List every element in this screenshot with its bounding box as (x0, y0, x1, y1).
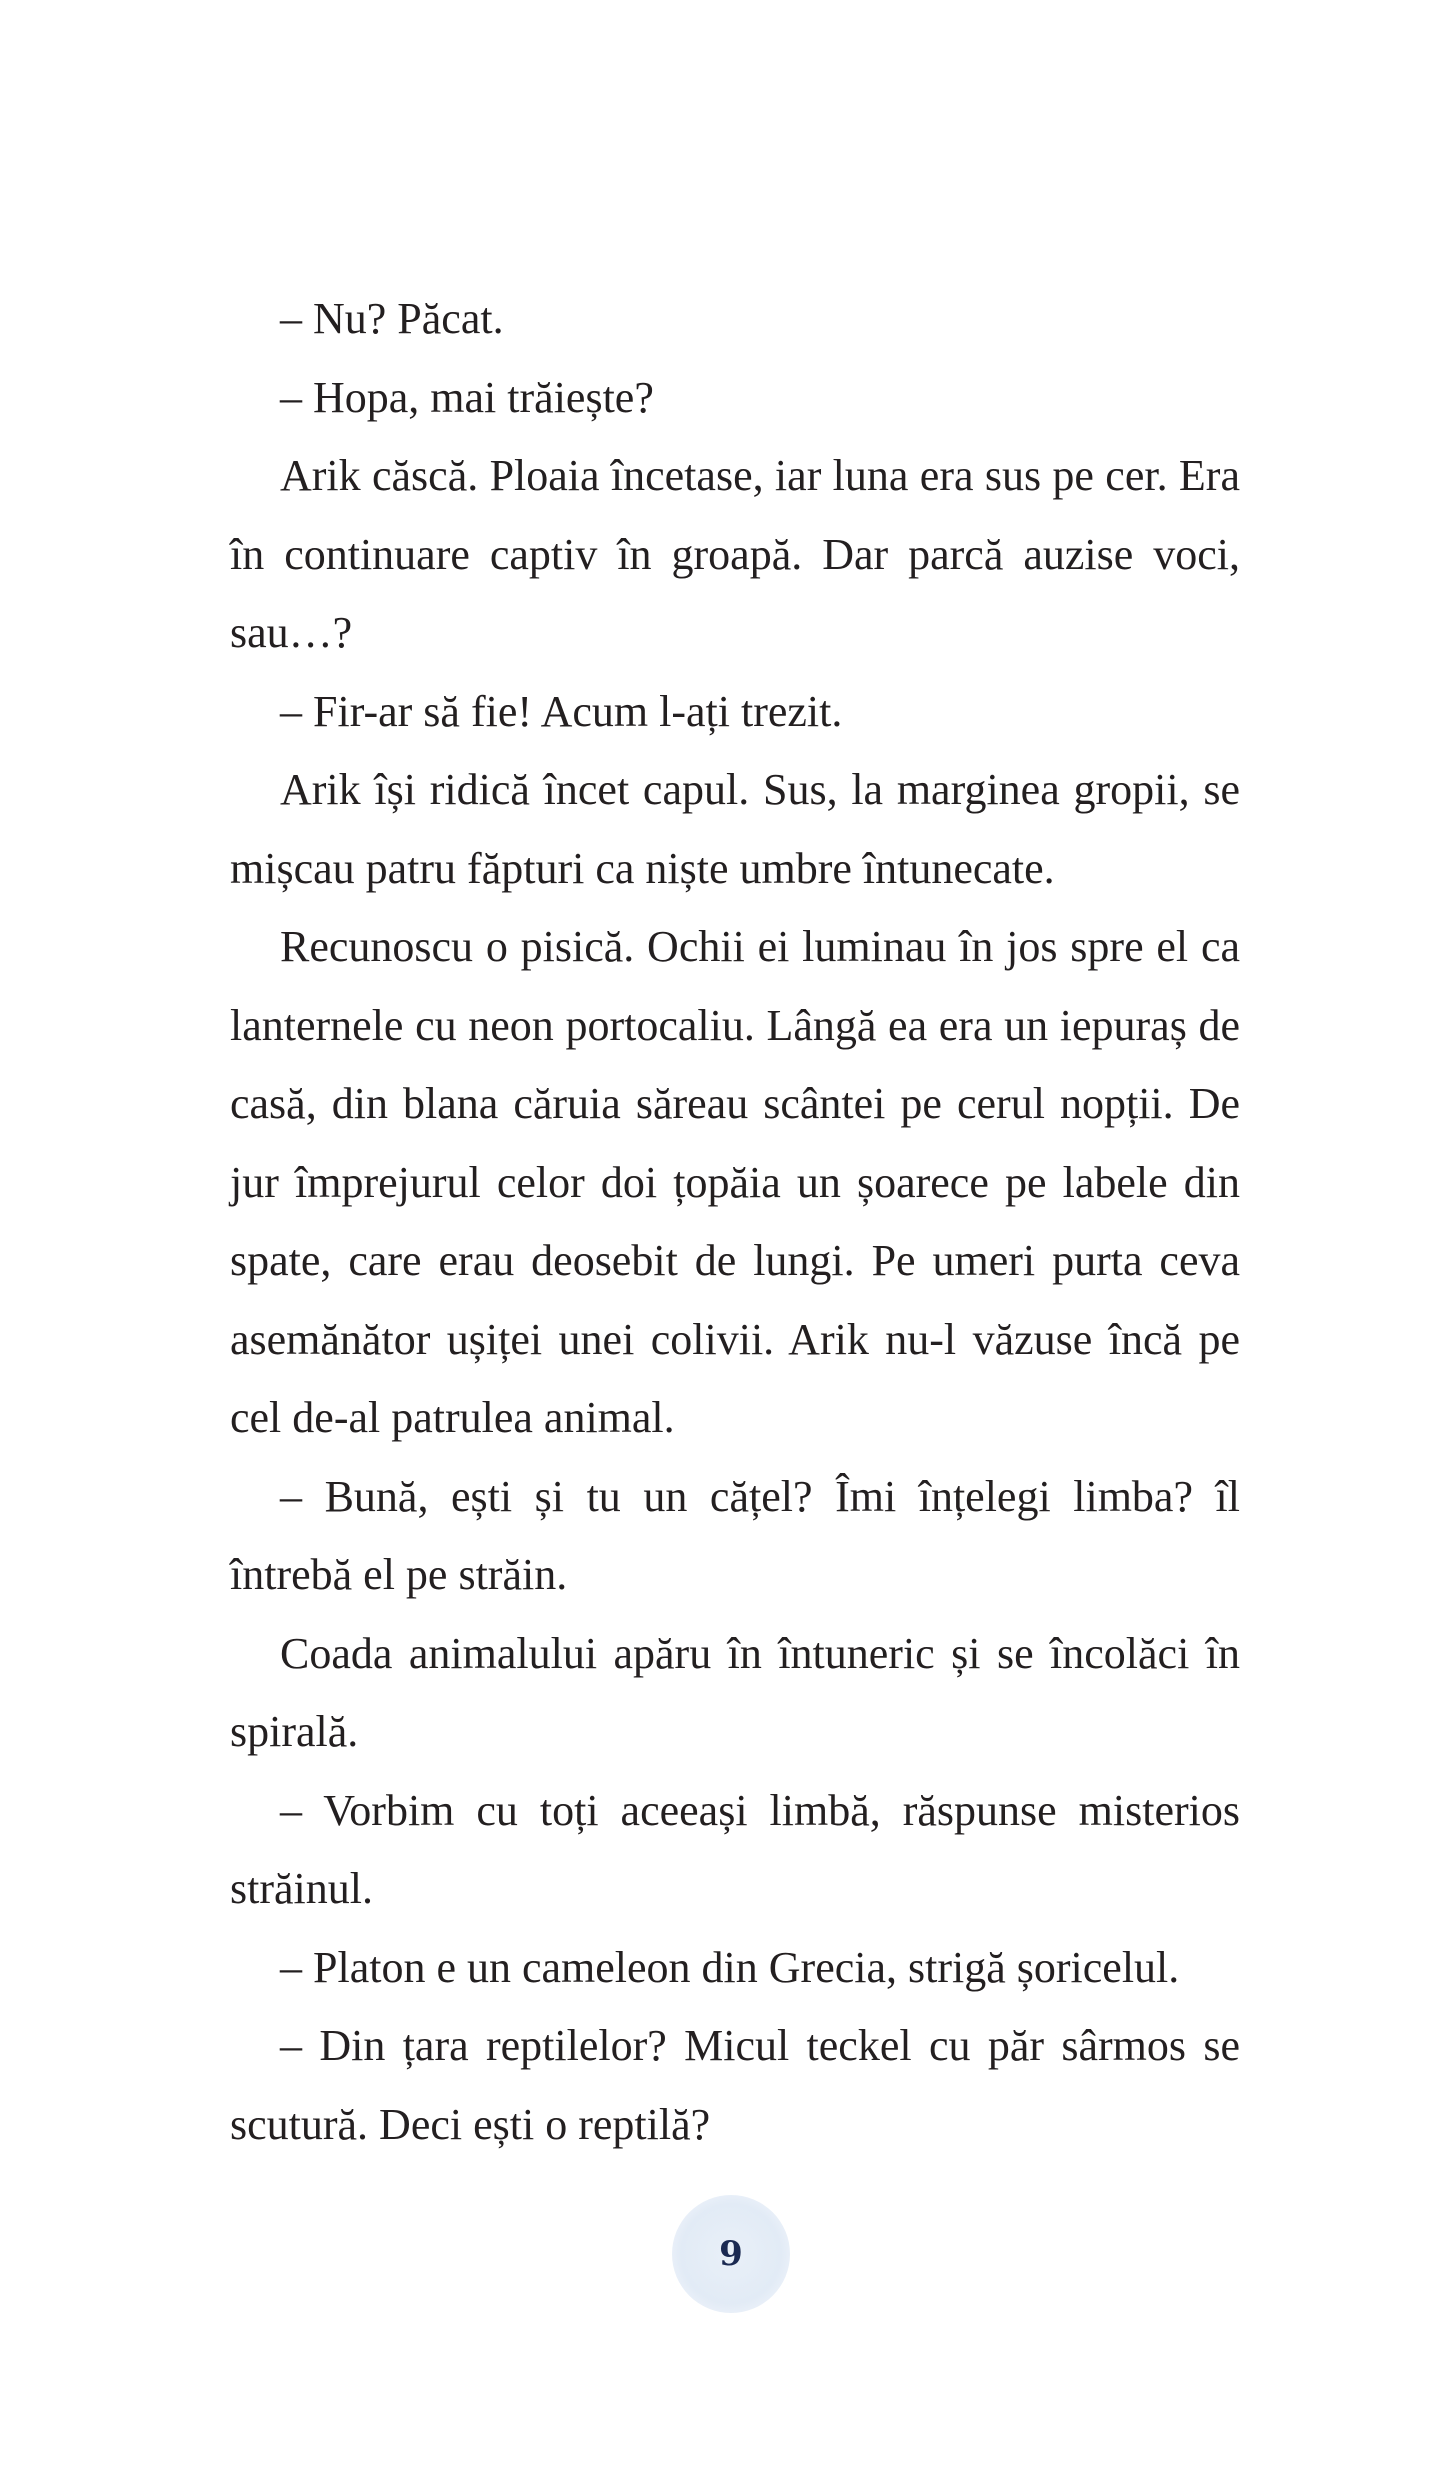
paragraph-1: – Nu? Păcat. (280, 294, 504, 343)
page-body-text (230, 280, 1240, 2164)
paragraph-2: – Hopa, mai trăiește? (280, 372, 654, 422)
paragraph-8: Coada animalului apăru în întuneric și se încolăci în spirală. (230, 1628, 1240, 1756)
page-number: 9 (719, 2234, 743, 2274)
page-number-badge (672, 2195, 790, 2313)
paragraph-4: – Fir-ar să fie! Acum l-ați trezit. (280, 686, 843, 736)
paragraph-6: Recunoscu o pisică. Ochii ei luminau în jos spre el ca lanternele cu neon portocaliu. Lângă ea era un iepuraș de casă, din blana căruia săreau scântei pe cerul nopții. De jur împrejurul celor doi țopăia un șoarece pe labele din spate, care erau deosebit de lungi. Pe umeri purta ceva asemănător ușiței unei colivii. Arik nu-l văzuse încă pe cel de-al patrulea animal. (230, 922, 1240, 1442)
paragraph-7: – Bună, ești și tu un cățel? Îmi înțelegi limba? îl întrebă el pe străin. (230, 1471, 1240, 1599)
paragraph-5: Arik își ridică încet capul. Sus, la marginea gropii, se mișcau patru făpturi ca niște umbre întunecate. (230, 765, 1240, 893)
paragraph-11: – Din țara reptilelor? Micul teckel cu păr sârmos se scutură. Deci ești o reptilă? (230, 2021, 1240, 2149)
paragraph-3: Arik căscă. Ploaia încetase, iar luna era sus pe cer. Era în continuare captiv în groapă. Dar parcă auzise voci, sau…? (230, 451, 1240, 657)
paragraph-10: – Platon e un cameleon din Grecia, strigă șoricelul. (280, 1942, 1180, 1992)
paragraph-9: – Vorbim cu toți aceeași limbă, răspunse misterios străinul. (230, 1785, 1240, 1913)
